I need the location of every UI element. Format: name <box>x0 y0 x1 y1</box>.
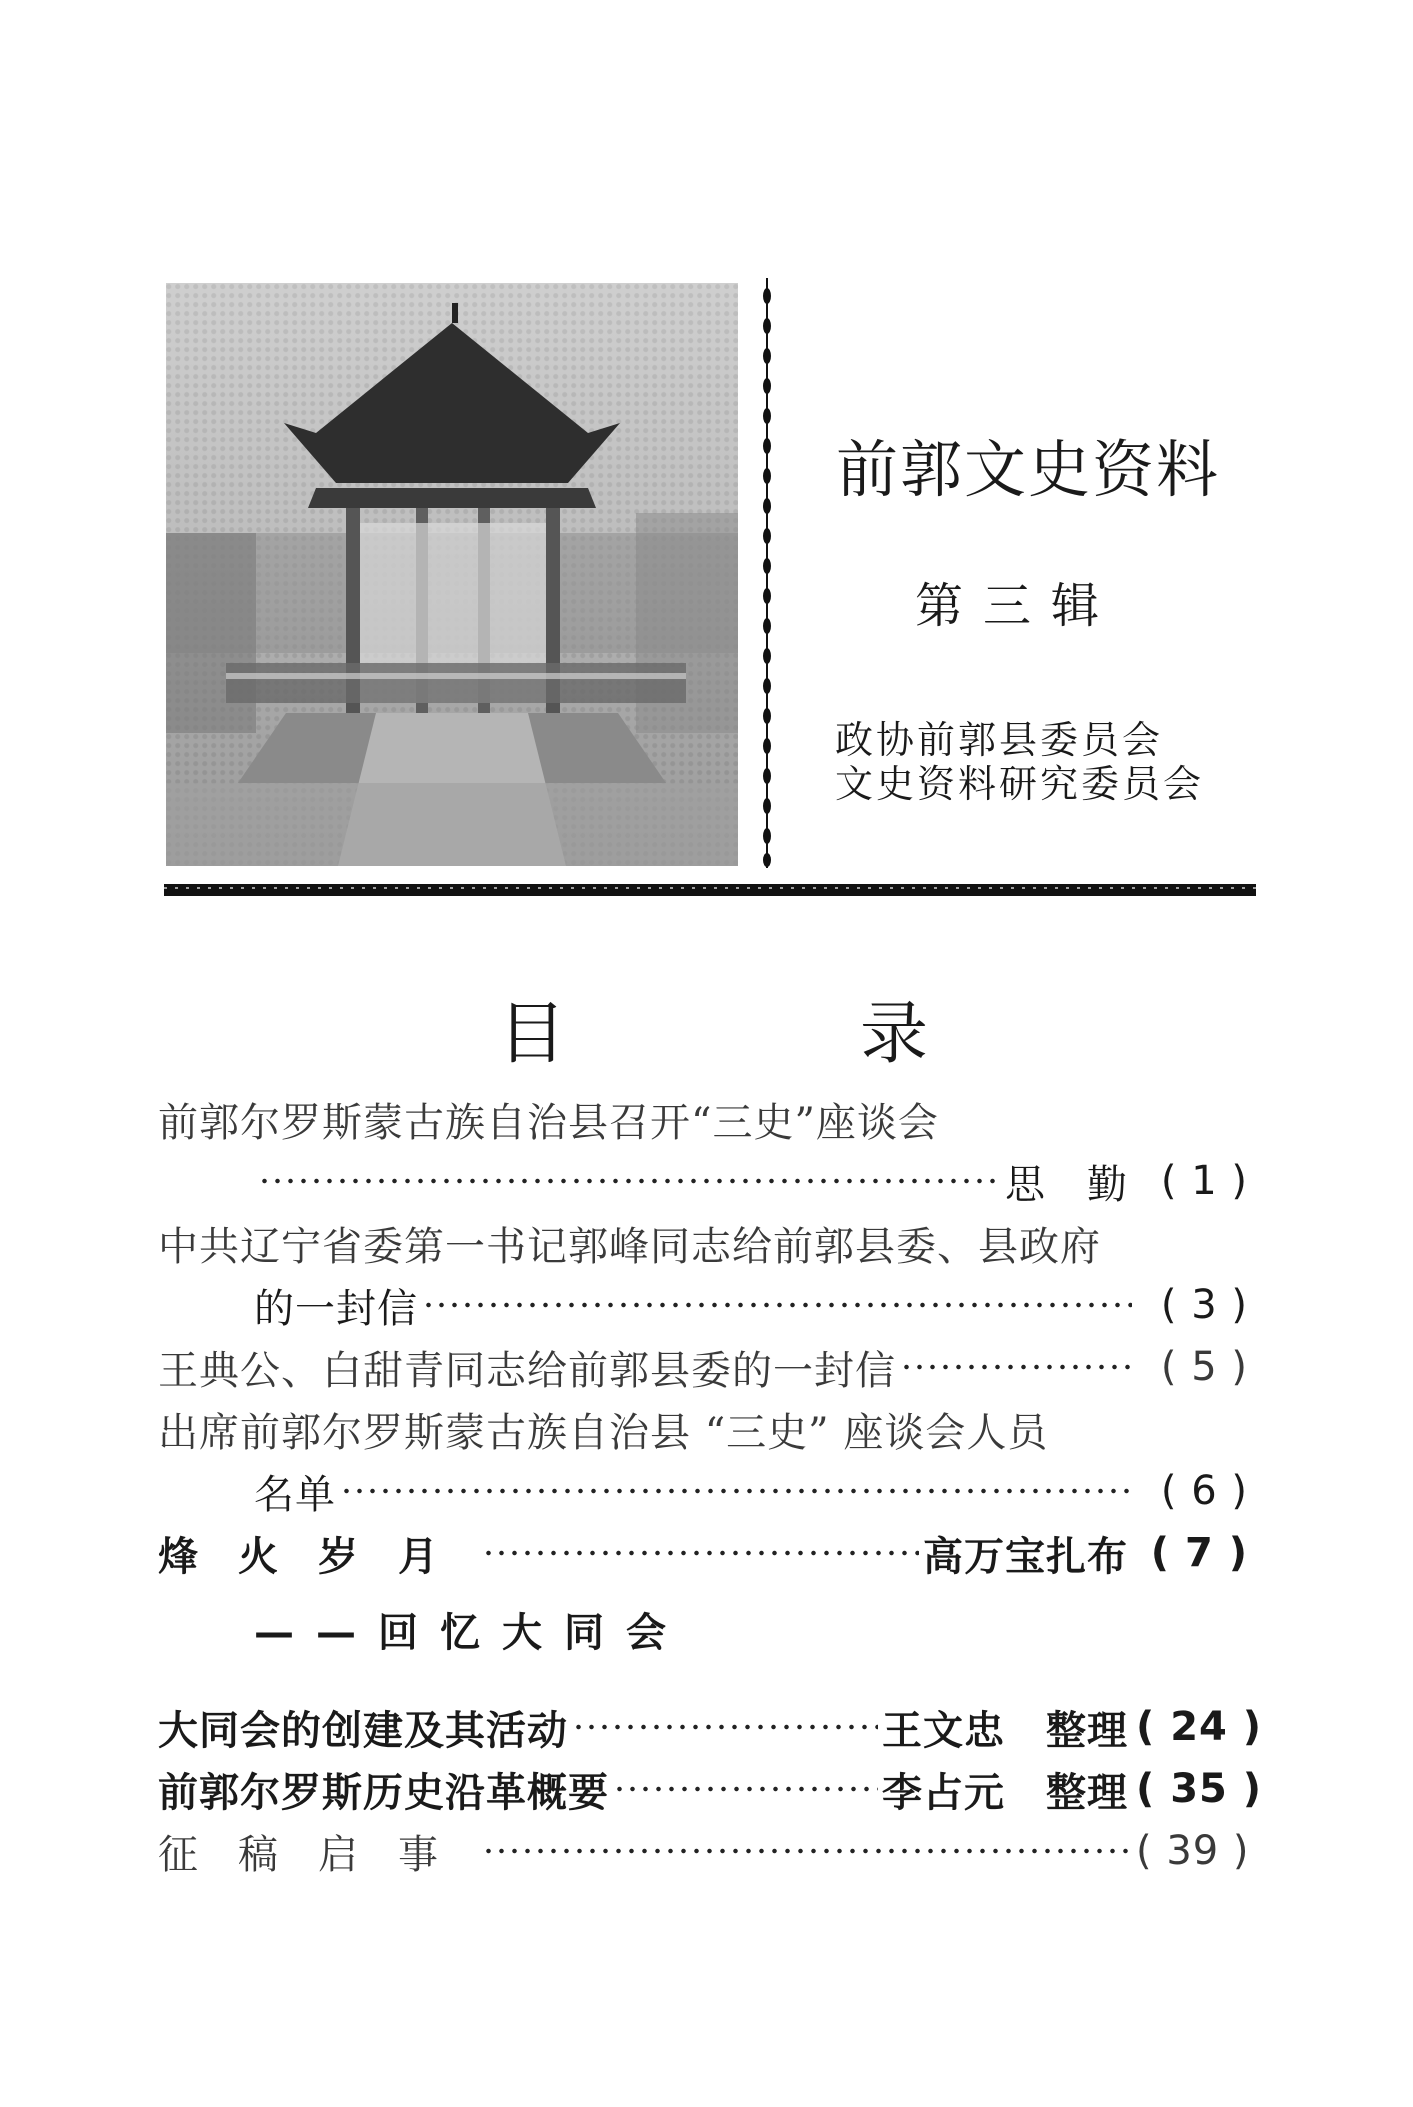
toc-heading <box>498 980 928 1077</box>
pavilion-photo <box>166 283 738 866</box>
pavilion-illustration <box>166 283 738 866</box>
toc-entry-page: ( 5 ) <box>1160 1344 1248 1390</box>
toc-entry-2-title[interactable] <box>158 1214 1248 1272</box>
toc-heading-left: 目 <box>498 995 567 1074</box>
toc-entry-page: ( 6 ) <box>1160 1468 1248 1514</box>
toc-entry-author: 李占元 整理 <box>882 1769 1128 1816</box>
toc-entry-1-detail[interactable] <box>158 1152 1248 1210</box>
toc-entry-author: 王文忠 整理 <box>882 1707 1128 1754</box>
series-title: 前郭文史资料 <box>836 433 1221 506</box>
toc-entry-title: 出席前郭尔罗斯蒙古族自治县 “三史” 座谈会人员 <box>158 1409 1049 1456</box>
dot-leader <box>613 1769 878 1809</box>
toc-entry-5[interactable] <box>158 1524 1248 1582</box>
toc-entry-4-title[interactable] <box>158 1400 1248 1458</box>
publisher-line-2: 文史资料研究委员会 <box>835 762 1205 806</box>
toc-entry-title-continued: 的一封信 <box>254 1285 418 1332</box>
dot-leader <box>482 1831 1132 1871</box>
horizontal-rule <box>164 884 1256 896</box>
dot-leader <box>258 1161 1001 1201</box>
toc-entry-page: ( 35 ) <box>1136 1766 1263 1812</box>
chain-ornament <box>762 278 772 868</box>
toc-entry-3[interactable] <box>158 1338 1248 1396</box>
toc-entry-title: 烽火岁月 <box>158 1533 478 1580</box>
toc-entry-author: 思 勤 <box>1005 1161 1128 1208</box>
toc-entry-7[interactable] <box>158 1760 1263 1818</box>
toc-entry-title: 中共辽宁省委第一书记郭峰同志给前郭县委、县政府 <box>158 1223 1101 1270</box>
toc-entry-5-subtitle <box>158 1600 1248 1658</box>
publisher-line-1: 政协前郭县委员会 <box>835 718 1164 762</box>
toc-entry-2-detail[interactable] <box>158 1276 1248 1334</box>
toc-entry-6[interactable] <box>158 1698 1263 1756</box>
toc-entry-8[interactable] <box>158 1822 1248 1880</box>
toc-entry-4-detail[interactable] <box>158 1462 1248 1520</box>
toc-entry-page: ( 3 ) <box>1160 1282 1248 1328</box>
toc-entry-title: 王典公、白甜青同志给前郭县委的一封信 <box>158 1347 896 1394</box>
dot-leader <box>340 1471 1132 1511</box>
toc-entry-title: 大同会的创建及其活动 <box>158 1707 568 1754</box>
toc-entry-page: ( 24 ) <box>1136 1704 1263 1750</box>
toc-entry-page: ( 1 ) <box>1160 1158 1248 1204</box>
toc-entry-title: 前郭尔罗斯蒙古族自治县召开“三史”座谈会 <box>158 1099 939 1146</box>
decorative-vertical-divider <box>762 278 772 868</box>
dot-leader <box>422 1285 1132 1325</box>
toc-entry-author: 高万宝扎布 <box>923 1533 1128 1580</box>
toc-heading-right: 录 <box>859 995 928 1074</box>
toc-entry-title: 前郭尔罗斯历史沿革概要 <box>158 1769 609 1816</box>
toc-entry-1-title[interactable] <box>158 1090 1248 1148</box>
toc-entry-page: ( 39 ) <box>1136 1828 1250 1874</box>
toc-entry-subtitle: ——回忆大同会 <box>254 1609 688 1656</box>
dot-leader <box>900 1347 1132 1387</box>
toc-entry-page: ( 7 ) <box>1150 1530 1248 1576</box>
dot-leader <box>572 1707 878 1747</box>
dot-leader <box>482 1533 919 1573</box>
toc-entry-title: 征稿启事 <box>158 1831 478 1878</box>
volume-label: 第三辑 <box>915 578 1120 634</box>
toc-entry-title-continued: 名单 <box>254 1471 336 1518</box>
publisher-block <box>835 718 1204 806</box>
